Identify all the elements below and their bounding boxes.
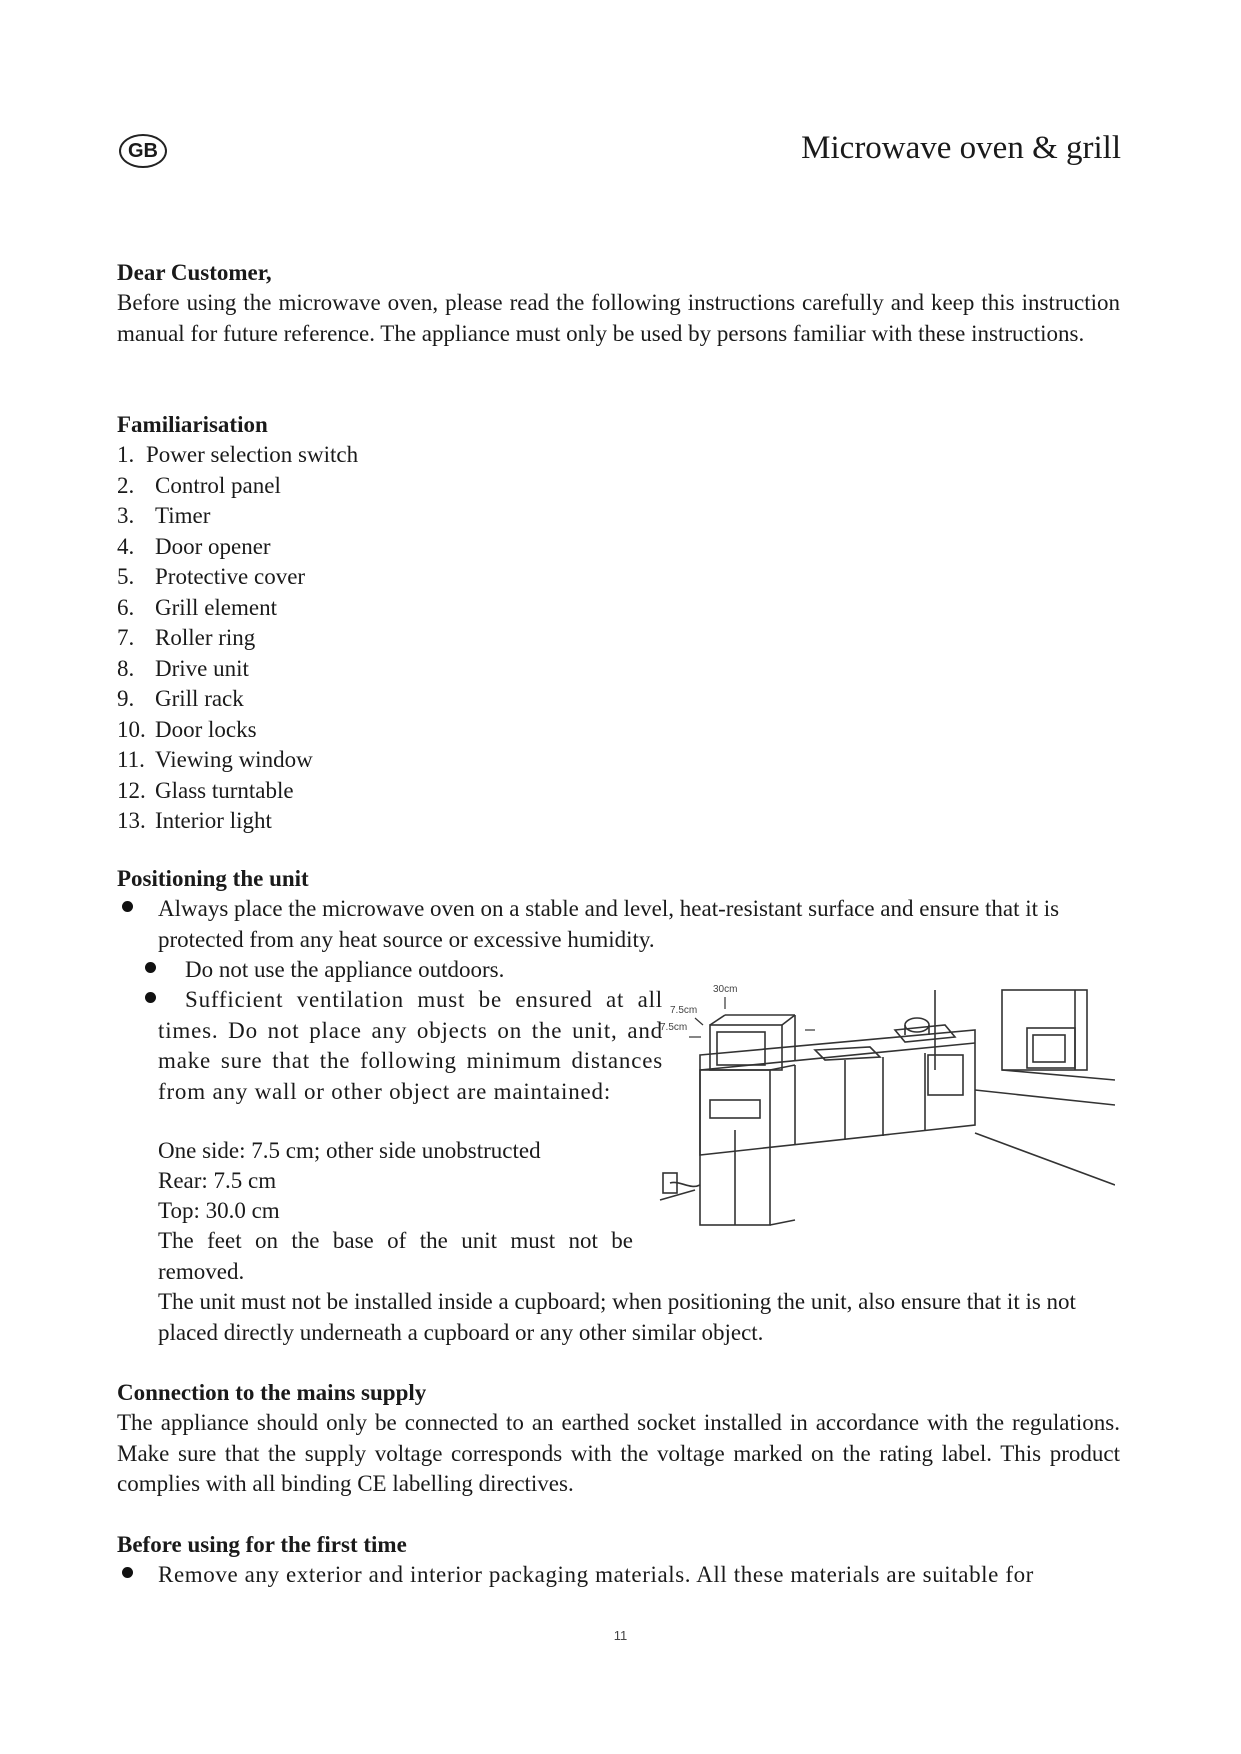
positioning-bullet-2: Do not use the appliance outdoors. bbox=[185, 957, 505, 982]
list-item: 10. Door locks bbox=[117, 716, 257, 742]
list-item: 2. Control panel bbox=[117, 472, 281, 498]
list-item: 1. Power selection switch bbox=[117, 442, 359, 467]
bullet-icon bbox=[145, 962, 156, 973]
salutation: Dear Customer, bbox=[117, 260, 272, 285]
distance-side: One side: 7.5 cm; other side unobstructed bbox=[158, 1138, 541, 1163]
list-item: 9. Grill rack bbox=[117, 686, 244, 711]
positioning-bullet-3: Sufficient ventilation must be ensured at all times. Do not place any objects on the unit, and make sure that the following minimum distances from any wall or other object are maintained: bbox=[158, 987, 663, 1104]
wall-floor-line bbox=[975, 1090, 1115, 1105]
installation-diagram bbox=[655, 985, 1115, 1260]
power-cord bbox=[670, 1182, 700, 1186]
first-time-bullet-1: Remove any exterior and interior packaging materials. All these materials are suitable for bbox=[158, 1562, 1034, 1587]
oven-front bbox=[928, 1055, 963, 1095]
distance-top: Top: 30.0 cm bbox=[158, 1198, 280, 1223]
list-item: 13. Interior light bbox=[117, 808, 272, 833]
connection-paragraph: The appliance should only be connected to an earthed socket installed in accordance with the regulations. Make sure that the supply voltage corresponds with the voltage marked on the rating label. This product complies with all binding CE labelling directives. bbox=[117, 1410, 1120, 1496]
hob bbox=[895, 1025, 955, 1042]
bullet-icon bbox=[122, 1567, 133, 1578]
list-item: 5. Protective cover bbox=[117, 564, 306, 589]
page-number: 11 bbox=[613, 1628, 628, 1643]
list-item: 8. Drive unit bbox=[117, 655, 249, 681]
pot-icon bbox=[905, 1018, 929, 1032]
window-sill bbox=[1002, 1070, 1115, 1080]
connection-heading: Connection to the mains supply bbox=[117, 1380, 427, 1405]
bullet-icon bbox=[145, 992, 156, 1003]
first-time-heading: Before using for the first time bbox=[117, 1532, 407, 1557]
label-top-clearance: 30cm bbox=[713, 985, 738, 995]
language-badge: GB bbox=[119, 134, 167, 168]
arrow-rear bbox=[695, 1018, 703, 1025]
familiarisation-list bbox=[117, 440, 358, 837]
list-item: 6. Grill element bbox=[117, 594, 277, 620]
label-rear-clearance: 7.5cm bbox=[670, 1005, 698, 1016]
positioning-bullet-1: Always place the microwave oven on a stable and level, heat-resistant surface and ensure that it is protected from any heat source or excessive humidity. bbox=[158, 896, 1060, 952]
cupboard-note: The unit must not be installed inside a cupboard; when positioning the unit, also ensure that it is not placed directly underneath a cupboard or any other similar object. bbox=[158, 1289, 1076, 1345]
familiarisation-heading: Familiarisation bbox=[117, 412, 268, 437]
floor-line bbox=[975, 1133, 1115, 1185]
list-item: 11. Viewing window bbox=[117, 747, 313, 772]
list-item: 3. Timer bbox=[117, 503, 211, 528]
list-item: 7. Roller ring bbox=[117, 625, 256, 650]
distance-rear: Rear: 7.5 cm bbox=[158, 1168, 277, 1193]
intro-paragraph: Before using the microwave oven, please read the following instructions carefully and keep this instruction manual for future reference. The appliance must only be used by persons familiar with these instructions. bbox=[117, 290, 1120, 346]
positioning-heading: Positioning the unit bbox=[117, 866, 309, 891]
page-title: Microwave oven & grill bbox=[801, 130, 1121, 166]
label-side-clearance: 7.5cm bbox=[660, 1022, 688, 1033]
feet-note: The feet on the base of the unit must not be removed. bbox=[158, 1228, 633, 1284]
bullet-icon bbox=[122, 901, 133, 912]
list-item: 12. Glass turntable bbox=[117, 777, 294, 803]
list-item: 4. Door opener bbox=[117, 533, 271, 559]
